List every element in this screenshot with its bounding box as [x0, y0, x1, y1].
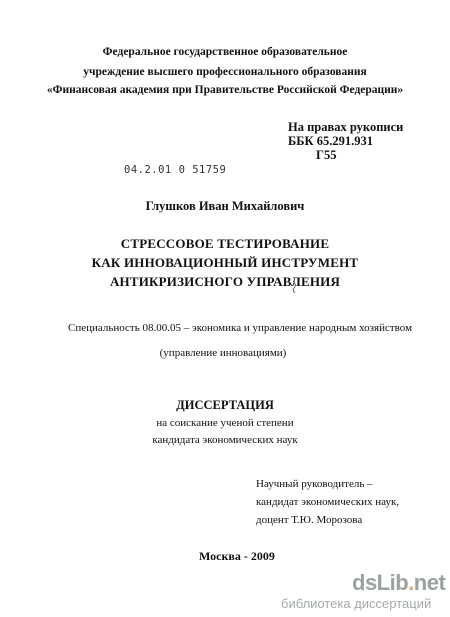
- institution-line-2: учреждение высшего профессионального образования: [83, 66, 367, 78]
- watermark-subtitle: библиотека диссертаций: [281, 596, 432, 611]
- title-line-1: СТРЕССОВОЕ ТЕСТИРОВАНИЕ: [120, 236, 330, 251]
- supervisor-name: доцент Т.Ю. Морозова: [256, 514, 363, 526]
- library-stamp: 04.2.01 0 51759: [124, 164, 227, 176]
- specialty-line: Специальность 08.00.05 – экономика и управление народным хозяйством: [68, 322, 413, 334]
- title-line-2: КАК ИННОВАЦИОННЫЙ ИНСТРУМЕНТ: [91, 255, 359, 270]
- supervisor-label: Научный руководитель –: [256, 478, 373, 490]
- pen-mark-icon: [290, 280, 300, 294]
- watermark-logo: dsLib.net: [352, 570, 446, 595]
- document-type: ДИССЕРТАЦИЯ: [176, 398, 274, 412]
- title-line-3: АНТИКРИЗИСНОГО УПРАВЛЕНИЯ: [109, 274, 341, 289]
- institution-line-3: «Финансовая академия при Правительстве Российской Федерации»: [46, 84, 404, 96]
- supervisor-degree: кандидат экономических наук,: [256, 496, 400, 508]
- institution-line-1: Федеральное государственное образовательное: [102, 46, 348, 58]
- degree-purpose: на соискание ученой степени: [156, 417, 294, 429]
- specialty-subfield: (управление инновациями): [159, 347, 287, 359]
- city-year: Москва - 2009: [199, 549, 275, 563]
- author-code: Г55: [316, 148, 337, 162]
- bbk-code: ББК 65.291.931: [288, 134, 373, 148]
- degree-field: кандидата экономических наук: [152, 434, 298, 446]
- author-name: Глушков Иван Михайлович: [145, 199, 305, 213]
- manuscript-rights: На правах рукописи: [288, 120, 404, 134]
